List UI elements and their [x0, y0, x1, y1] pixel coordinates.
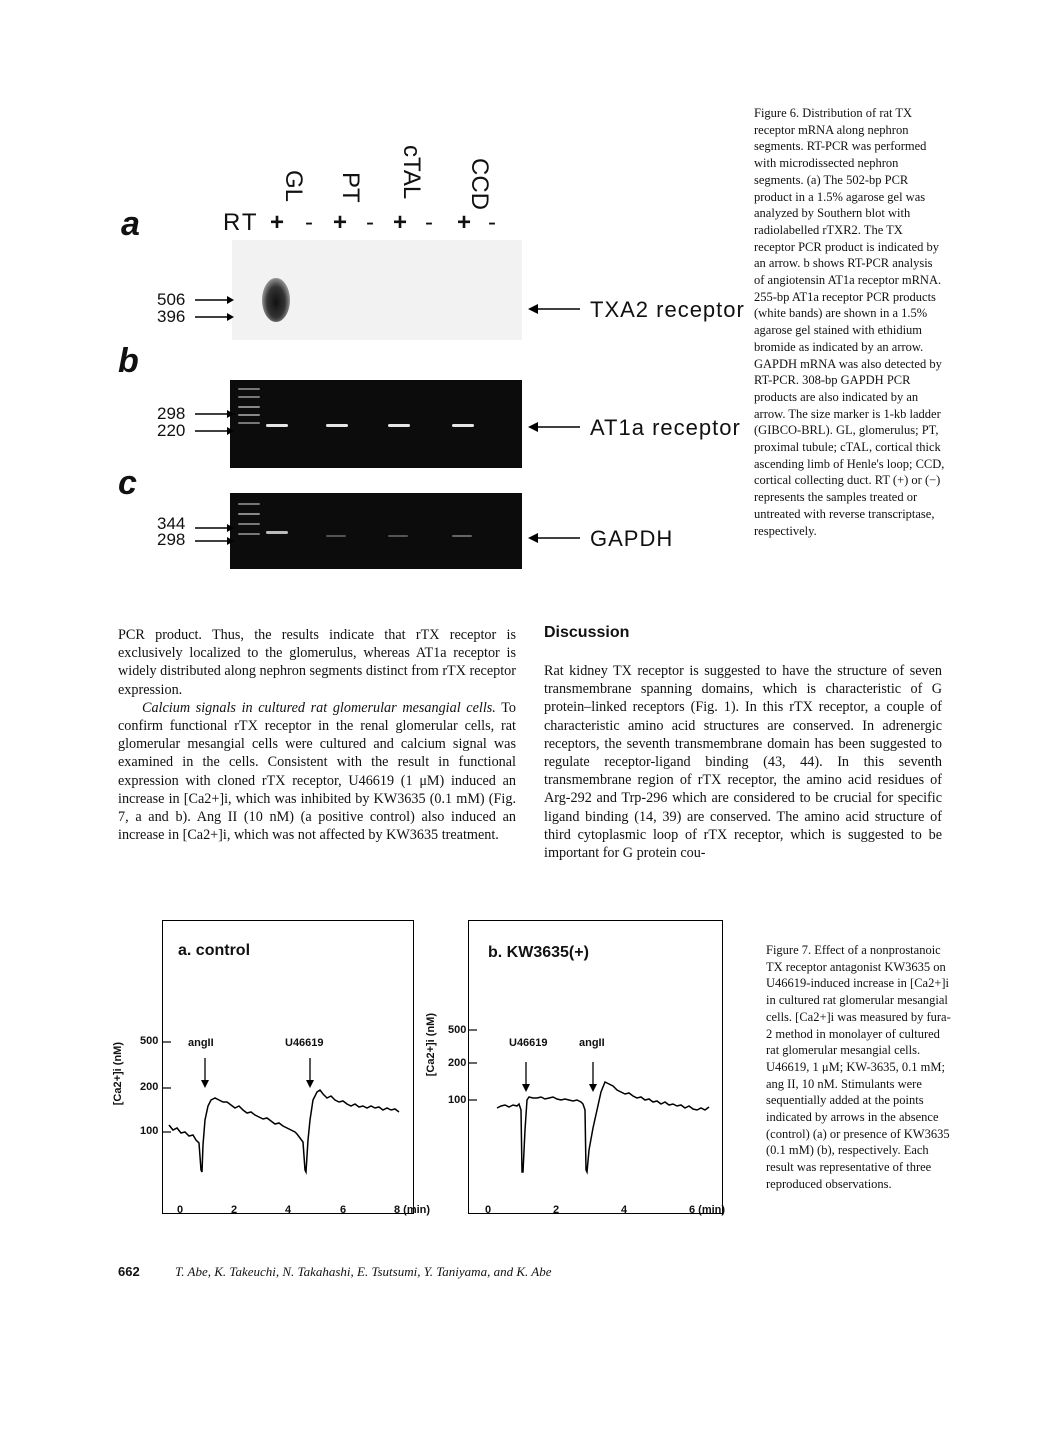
- xtick: 6 (min): [689, 1204, 726, 1216]
- y-axis-label: [Ca2+]i (nM): [425, 1013, 437, 1077]
- at1a-band-gl: [266, 424, 288, 427]
- size-marker-396: 396: [157, 307, 186, 326]
- rt-sign: -: [366, 209, 374, 236]
- xtick: 8 (min): [394, 1204, 431, 1216]
- rt-sign: +: [393, 209, 408, 236]
- figure-7: [0, 900, 1060, 1230]
- figure-7-caption: Figure 7. Effect of a nonprostanoic TX receptor antagonist KW3635 on U46619-induced increase in [Ca2+]i in cultured rat glomerular mesangial cells. [Ca2+]i was measured by fura-2 method in monolayer of cultured rat glomerular mesangial cells. U46619, 1 μM; KW-3635, 0.1 mM; ang II, 10 nM. Stimulants were sequentially added at the points indicated by arrows in the absence (control) (a) or presence of KW3635 (0.1 mM) (b), respectively. Each result was representative of three reproduced observations.: [766, 943, 951, 1191]
- gapdh-band-ccd: [452, 535, 472, 537]
- size-marker-344: 344: [157, 514, 186, 533]
- ytick: 100: [140, 1125, 159, 1137]
- figure-6: [0, 0, 1060, 600]
- page-number: 662: [118, 1264, 140, 1279]
- paragraph-text: To confirm functional rTX receptor in the renal glomerular cells, rat glomerular mesangial cells were cultured and calcium signal was examined in the cells. Consistent with the result in functional expression with cloned rTX receptor, U46619 (1 μM) induced an increase in [Ca2+]i, which was inhibited by KW3635 (0.1 mM) (Fig. 7, a and b). Ang II (10 nM) (a positive control) also induced an increase in [Ca2+]i, which was not affected by KW3635 treatment.: [118, 699, 516, 844]
- xtick: 4: [285, 1204, 292, 1216]
- size-marker-506: 506: [157, 290, 186, 309]
- lane-label-pt: PT: [337, 172, 364, 203]
- panel-letter-a: a: [121, 205, 140, 243]
- panel-a-title: a. control: [178, 942, 251, 959]
- ytick: 200: [140, 1081, 159, 1093]
- ytick: 500: [448, 1024, 467, 1036]
- gapdh-arrow: [528, 531, 582, 545]
- section-heading: Discussion: [544, 624, 630, 641]
- paragraph: Rat kidney TX receptor is suggested to have the structure of seven transmembrane spanning domains, which is characteristic of G protein–linked receptors (Fig. 1). In this rTX receptor, a couple of characteristic amino acid structures are conserved. In adrenergic receptors, the seventh transmembrane domain has been suggested to regulate receptor-ligand binding (43, 44). In this seventh transmembrane region of rTX receptor, the amino acid residues of Arg-292 and Trp-296 which are considered to be crucial for specific ligand binding (14, 39) are conserved. The amino acid structure of third cytoplasmic loop of rTX receptor, which is suggested to be important for G protein cou-: [544, 663, 942, 862]
- ytick: 200: [448, 1057, 467, 1069]
- marker-arrows-a: [193, 290, 235, 328]
- southern-blot-gel: [232, 240, 522, 340]
- xtick: 0: [485, 1204, 492, 1216]
- size-marker-220: 220: [157, 421, 186, 440]
- rt-sign: +: [270, 209, 285, 236]
- at1a-band-ctal: [388, 424, 410, 427]
- running-footer-authors: T. Abe, K. Takeuchi, N. Takahashi, E. Tsutsumi, Y. Taniyama, and K. Abe: [175, 1264, 552, 1279]
- xtick: 2: [553, 1204, 560, 1216]
- at1a-arrow: [528, 420, 582, 434]
- txa2-band: [262, 278, 290, 322]
- size-marker-298: 298: [157, 404, 186, 423]
- at1a-gel: [230, 380, 522, 468]
- gapdh-gel: [230, 493, 522, 569]
- y-axis-label: [Ca2+]i (nM): [112, 1042, 124, 1106]
- rt-sign: -: [488, 209, 496, 236]
- rt-sign: -: [305, 209, 313, 236]
- size-marker-298: 298: [157, 530, 186, 549]
- at1a-band-ccd: [452, 424, 474, 427]
- arrow-label-u46619: U46619: [285, 1037, 324, 1049]
- txa2-arrow: [528, 302, 582, 316]
- arrow-label-u46619: U46619: [509, 1037, 548, 1049]
- ytick: 500: [140, 1035, 159, 1047]
- gapdh-band-ctal: [388, 535, 408, 537]
- arrow-label-angii: angII: [579, 1037, 605, 1049]
- right-column: [544, 624, 942, 862]
- ytick: 100: [448, 1094, 467, 1106]
- rt-sign: +: [333, 209, 348, 236]
- gapdh-label: GAPDH: [590, 526, 674, 551]
- lane-label-gl: GL: [280, 170, 307, 203]
- paragraph: PCR product. Thus, the results indicate that rTX receptor is exclusively localized to the glomerulus, whereas AT1a receptor is widely distributed along nephron segments distinct from rTX receptor expression.: [118, 627, 516, 698]
- txa2-receptor-label: TXA2 receptor: [590, 297, 745, 322]
- rt-sign: +: [457, 209, 472, 236]
- lane-label-ctal: cTAL: [398, 145, 425, 200]
- gapdh-band-gl: [266, 531, 288, 534]
- xtick: 0: [177, 1204, 184, 1216]
- panel-letter-c: c: [118, 464, 137, 502]
- rt-sign: -: [425, 209, 433, 236]
- arrow-label-angii: angII: [188, 1037, 214, 1049]
- panel-b-title: b. KW3635(+): [488, 944, 589, 961]
- xtick: 2: [231, 1204, 238, 1216]
- xtick: 4: [621, 1204, 628, 1216]
- marker-arrows-c: [193, 514, 235, 552]
- subheading: Calcium signals in cultured rat glomerular mesangial cells.: [142, 699, 496, 716]
- figure-6-caption: Figure 6. Distribution of rat TX receptor mRNA along nephron segments. RT-PCR was performed with microdissected nephron segments. (a) The 502-bp PCR product in a 1.5% agarose gel was analyzed by Southern blot with radiolabelled rTXR2. The TX receptor PCR product is indicated by an arrow. b shows RT-PCR analysis of angiotensin AT1a receptor mRNA. 255-bp AT1a receptor PCR products (white bands) are shown in a 1.5% agarose gel stained with ethidium bromide as indicated by an arrow. GAPDH mRNA was also detected by RT-PCR. 308-bp GAPDH PCR products are also indicated by an arrow. The size marker is 1-kb ladder (GIBCO-BRL). GL, glomerulus; PT, proximal tubule; cTAL, cortical thick ascending limb of Henle's loop; CCD, cortical collecting duct. RT (+) or (−) represents the samples treated or untreated with reverse transcriptase, respectively.: [754, 106, 945, 538]
- at1a-receptor-label: AT1a receptor: [590, 415, 741, 440]
- at1a-band-pt: [326, 424, 348, 427]
- lane-label-ccd: CCD: [466, 158, 493, 210]
- left-column: [118, 626, 516, 844]
- gapdh-band-pt: [326, 535, 346, 537]
- rt-label: RT: [223, 209, 259, 236]
- xtick: 6: [340, 1204, 347, 1216]
- panel-letter-b: b: [118, 342, 139, 380]
- marker-arrows-b: [193, 404, 235, 442]
- paragraph: [118, 699, 516, 845]
